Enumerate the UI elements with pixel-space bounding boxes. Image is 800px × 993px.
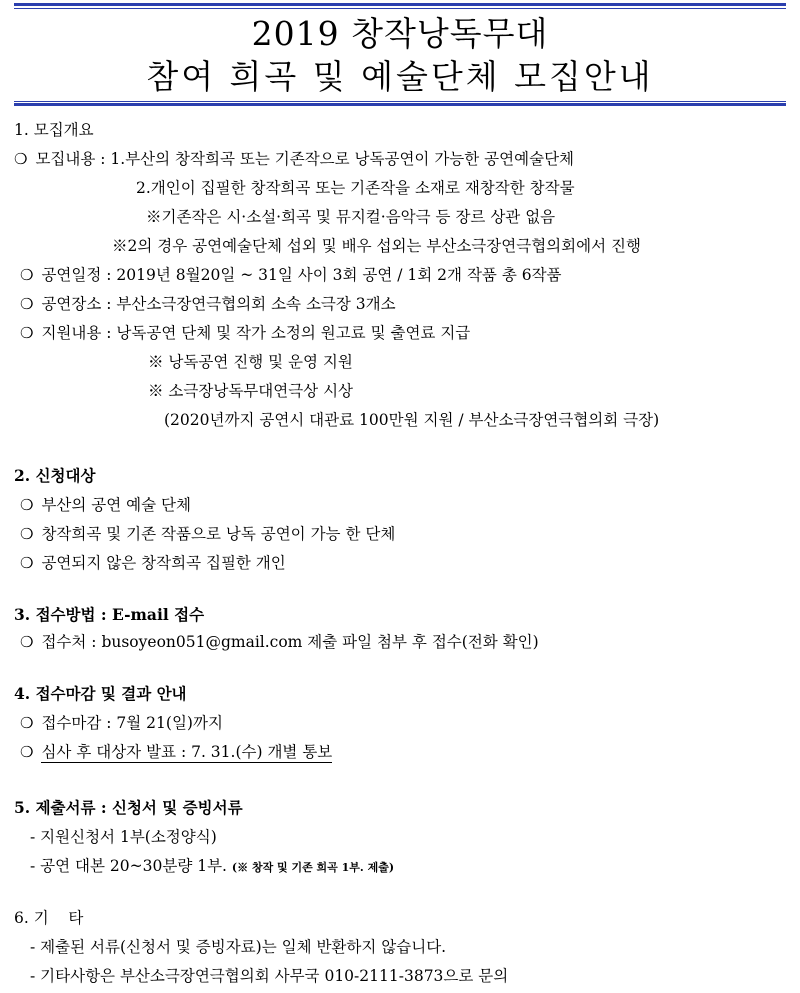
title-line-1: 2019 창작낭독무대 bbox=[251, 14, 549, 53]
etc-item-1: - 제출된 서류(신청서 및 증빙자료)는 일체 반환하지 않습니다. bbox=[30, 938, 447, 956]
section-4-heading: 4. 접수마감 및 결과 안내 bbox=[14, 684, 187, 703]
section-6-heading-text: 6. 기 타 bbox=[14, 909, 84, 927]
target-item bbox=[20, 523, 395, 545]
schedule-text: 공연일정 : 2019년 8월20일 ~ 31일 사이 3회 공연 / 1회 2개 작품 총 6작품 bbox=[41, 266, 562, 284]
support-item-2: ※ 소극장낭독무대연극상 시상 bbox=[148, 382, 354, 400]
deadline-line bbox=[20, 712, 223, 734]
submission-text: 접수처 : busoyeon051@gmail.com 제출 파일 첨부 후 접수(전화 확인) bbox=[41, 633, 539, 651]
etc-item-2: - 기타사항은 부산소극장연극협의회 사무국 010-2111-3873으로 문의 bbox=[30, 967, 509, 985]
title-line-2: 참여 희곡 및 예술단체 모집안내 bbox=[146, 57, 654, 96]
bottom-rule-thick bbox=[14, 103, 786, 106]
document-item-2-note: (※ 창작 및 기존 희곡 1부. 제출) bbox=[231, 861, 395, 874]
top-rule-thin bbox=[14, 8, 786, 9]
bullet-icon: ❍ bbox=[20, 496, 34, 514]
recruit-content-note-1: ※기존작은 시·소설·희곡 및 뮤지컬·음악극 등 장르 상관 없음 bbox=[146, 208, 556, 226]
announce-line bbox=[20, 741, 332, 763]
bullet-icon: ❍ bbox=[20, 714, 34, 732]
deadline-text: 접수마감 : 7월 21(일)까지 bbox=[41, 714, 223, 732]
bullet-icon: ❍ bbox=[20, 554, 34, 572]
top-rule-thick bbox=[14, 3, 786, 6]
recruit-content-item-2: 2.개인이 집필한 창작희곡 또는 기존작을 소재로 재창작한 창작물 bbox=[136, 179, 575, 197]
support-line bbox=[20, 322, 470, 344]
target-item bbox=[20, 494, 191, 516]
bullet-icon: ❍ bbox=[20, 266, 34, 284]
document-item-2 bbox=[30, 855, 394, 879]
recruit-content-item-1: 1.부산의 창작희곡 또는 기존작으로 낭독공연이 가능한 공연예술단체 bbox=[110, 150, 575, 168]
section-6-heading bbox=[14, 907, 83, 929]
support-item-1: ※ 낭독공연 진행 및 운영 지원 bbox=[148, 353, 353, 371]
venue-line bbox=[20, 293, 396, 315]
bullet-icon: ❍ bbox=[20, 525, 34, 543]
announce-text: 심사 후 대상자 발표 : 7. 31.(수) 개별 통보 bbox=[41, 743, 333, 761]
support-item-3: (2020년까지 공연시 대관료 100만원 지원 / 부산소극장연극협의회 극장) bbox=[164, 411, 660, 429]
schedule-line bbox=[20, 264, 562, 286]
bullet-icon: ❍ bbox=[20, 633, 34, 651]
target-item-text: 공연되지 않은 창작희곡 집필한 개인 bbox=[41, 554, 286, 572]
bullet-icon: ❍ bbox=[14, 150, 28, 168]
bottom-rule-thin bbox=[14, 101, 786, 102]
target-item-text: 창작희곡 및 기존 작품으로 낭독 공연이 가능 한 단체 bbox=[41, 525, 396, 543]
submission-line bbox=[20, 631, 539, 653]
recruit-content-label: 모집내용 : bbox=[35, 150, 111, 168]
section-3-heading: 3. 접수방법 : E-mail 접수 bbox=[14, 605, 205, 624]
recruit-content-note-2: ※2의 경우 공연예술단체 섭외 및 배우 섭외는 부산소극장연극협의회에서 진행 bbox=[112, 237, 641, 255]
bullet-icon: ❍ bbox=[20, 324, 34, 342]
support-text: 지원내용 : 낭독공연 단체 및 작가 소정의 원고료 및 출연료 지급 bbox=[41, 324, 471, 342]
bullet-icon: ❍ bbox=[20, 295, 34, 313]
section-5-heading: 5. 제출서류 : 신청서 및 증빙서류 bbox=[14, 798, 243, 817]
venue-text: 공연장소 : 부산소극장연극협의회 소속 소극장 3개소 bbox=[41, 295, 396, 313]
recruit-content-line bbox=[14, 148, 574, 170]
target-item bbox=[20, 552, 286, 574]
bullet-icon: ❍ bbox=[20, 743, 34, 761]
section-1-heading: 1. 모집개요 bbox=[14, 121, 94, 139]
section-2-heading: 2. 신청대상 bbox=[14, 466, 96, 485]
document-item-1: - 지원신청서 1부(소정양식) bbox=[30, 828, 217, 846]
target-item-text: 부산의 공연 예술 단체 bbox=[41, 496, 191, 514]
document-item-2-text: - 공연 대본 20~30분량 1부. bbox=[30, 857, 232, 875]
